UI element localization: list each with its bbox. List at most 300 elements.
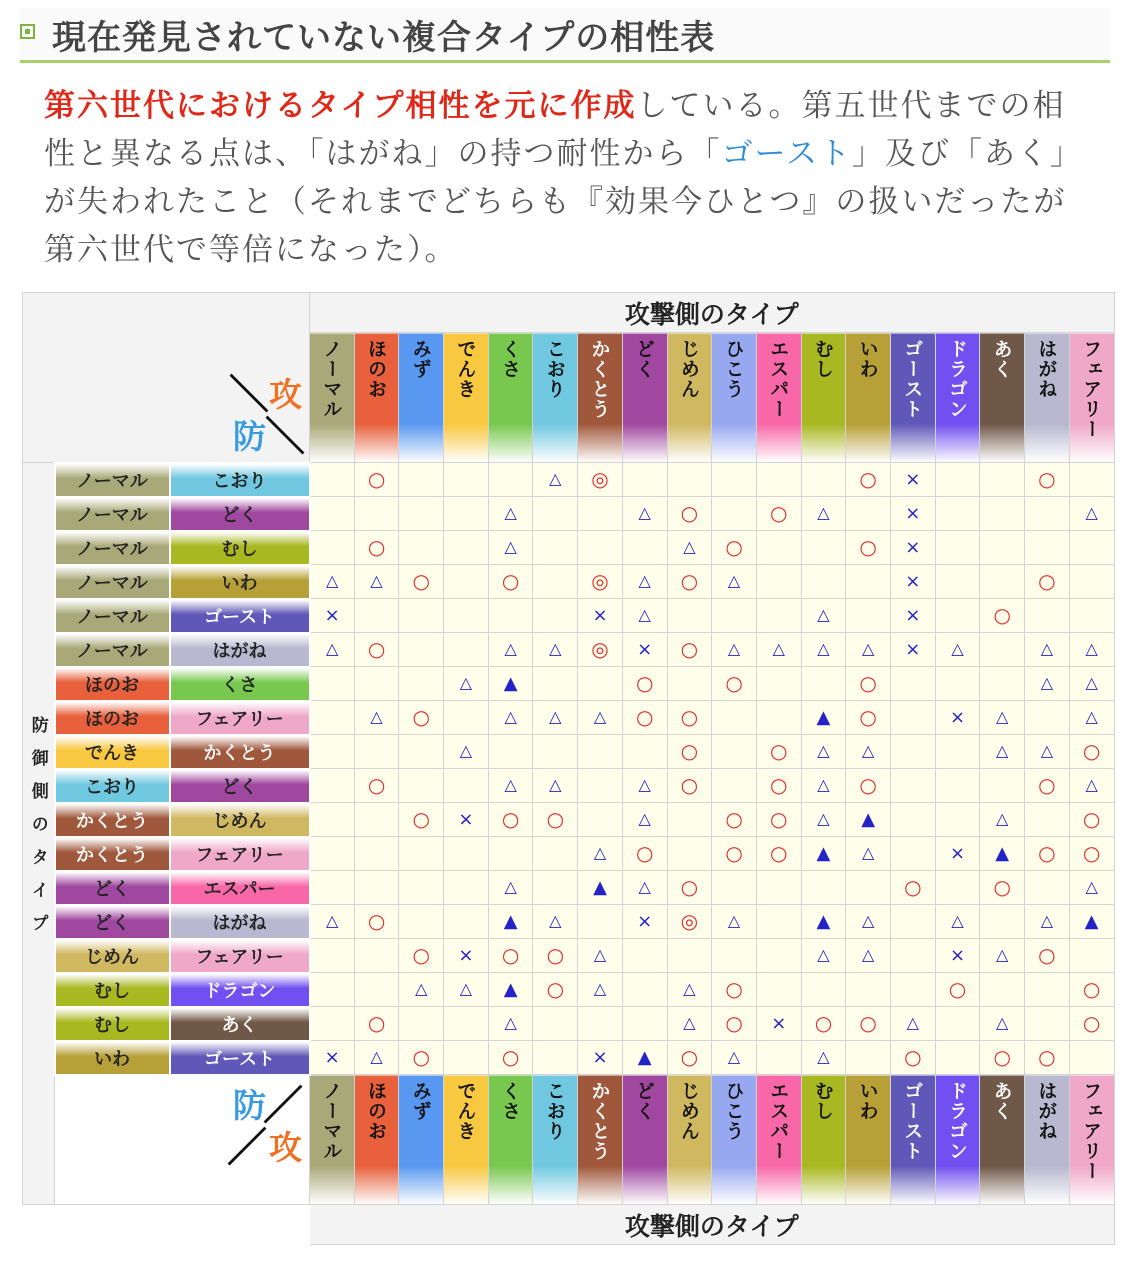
effect-cell (1025, 1007, 1070, 1041)
effect-mark: ○ (546, 807, 565, 831)
type-label: はがね (1035, 339, 1058, 399)
defense-type-2: いわ (170, 565, 310, 599)
effect-mark: △ (638, 605, 651, 624)
effect-mark: ○ (412, 943, 430, 967)
effect-cell (846, 973, 891, 1007)
effect-cell (846, 565, 891, 599)
effect-mark: × (637, 638, 653, 660)
effect-cell (488, 837, 533, 871)
defense-type-1: じめん (55, 939, 170, 973)
effect-cell (622, 939, 667, 973)
effect-cell (310, 939, 355, 973)
effect-cell (667, 633, 712, 667)
effect-cell (444, 769, 489, 803)
effect-cell (354, 565, 399, 599)
effect-mark: ○ (859, 705, 877, 729)
effect-cell (935, 769, 980, 803)
top-corner-upper (23, 293, 310, 333)
effect-cell (1025, 497, 1070, 531)
effect-cell (488, 701, 533, 735)
effect-cell (801, 837, 846, 871)
effect-cell (801, 565, 846, 599)
effect-mark: ○ (501, 807, 520, 831)
defense-type-1: むし (55, 973, 170, 1007)
effect-cell (1069, 769, 1114, 803)
effect-cell (801, 497, 846, 531)
effect-mark: △ (1085, 639, 1098, 658)
effect-mark: ▲ (503, 978, 518, 1000)
effect-cell (399, 497, 444, 531)
slash-mark: ＼ (229, 371, 269, 418)
effect-cell (310, 871, 355, 905)
effect-mark: ○ (725, 807, 743, 831)
effect-cell (533, 701, 578, 735)
effect-cell (488, 667, 533, 701)
effect-cell (712, 837, 757, 871)
effect-cell (1069, 735, 1114, 769)
effect-cell (399, 701, 444, 735)
effect-mark: △ (1085, 673, 1098, 692)
effect-mark: △ (370, 707, 383, 726)
effect-cell (667, 803, 712, 837)
effect-mark: ◎ (680, 909, 699, 933)
type-label: いわ (856, 1081, 879, 1121)
effect-cell (980, 701, 1025, 735)
effect-mark: ○ (635, 705, 654, 729)
defense-type-1: ノーマル (55, 599, 170, 633)
intro-paragraph (44, 82, 1084, 274)
effect-cell (488, 565, 533, 599)
defense-type-2: どく (170, 497, 310, 531)
effect-mark: △ (861, 911, 875, 930)
effect-cell (399, 667, 444, 701)
defense-type-2: フェアリー (170, 837, 310, 871)
effect-mark: △ (772, 639, 785, 658)
effect-cell (980, 667, 1025, 701)
effect-mark: × (324, 1046, 340, 1068)
effect-cell (444, 803, 489, 837)
effect-cell (756, 1007, 801, 1041)
top-type-7 (622, 333, 667, 463)
top-type-15 (980, 333, 1025, 463)
effect-cell (488, 599, 533, 633)
effect-mark: ○ (725, 977, 743, 1001)
effect-mark: △ (817, 1047, 830, 1066)
effect-cell (444, 837, 489, 871)
effect-cell (1025, 871, 1070, 905)
effect-mark: △ (370, 571, 383, 590)
effect-cell (1069, 463, 1114, 497)
effect-cell (444, 497, 489, 531)
defense-type-2: フェアリー (170, 701, 310, 735)
effect-cell (980, 769, 1025, 803)
effect-cell (1025, 769, 1070, 803)
effect-cell (890, 701, 935, 735)
bottom-type-3 (444, 1075, 489, 1205)
effect-cell (712, 1007, 757, 1041)
effect-cell (488, 769, 533, 803)
effect-cell (578, 667, 623, 701)
effect-mark: △ (727, 571, 741, 590)
effect-cell (488, 973, 533, 1007)
effect-mark: × (637, 910, 653, 932)
bottom-type-1 (354, 1075, 399, 1205)
effect-cell (399, 463, 444, 497)
effect-cell (444, 1041, 489, 1075)
top-type-9 (712, 333, 757, 463)
effect-mark: ◎ (591, 637, 609, 661)
effect-mark: ○ (725, 841, 743, 865)
effect-cell (1069, 497, 1114, 531)
effect-cell (890, 531, 935, 565)
effect-cell (801, 905, 846, 939)
effect-cell (310, 701, 355, 735)
effect-cell (890, 803, 935, 837)
effect-mark: × (905, 468, 921, 490)
defense-type-2: はがね (170, 905, 310, 939)
effect-cell (488, 463, 533, 497)
effect-mark: ○ (1082, 739, 1101, 763)
effect-cell (1025, 803, 1070, 837)
effect-mark: △ (996, 741, 1009, 760)
effect-mark: ○ (1038, 1045, 1056, 1069)
top-type-10 (756, 333, 801, 463)
top-type-6 (578, 333, 623, 463)
table-row (23, 905, 1115, 939)
effect-cell (1025, 973, 1070, 1007)
effect-cell (712, 667, 757, 701)
effect-cell (712, 531, 757, 565)
effect-cell (354, 973, 399, 1007)
effect-cell (890, 565, 935, 599)
effect-cell (354, 667, 399, 701)
effect-cell (801, 973, 846, 1007)
type-label: はがね (1035, 1081, 1058, 1141)
effect-cell (622, 463, 667, 497)
effect-cell (890, 769, 935, 803)
effect-mark: △ (817, 605, 830, 624)
effect-cell (1069, 1041, 1114, 1075)
effect-cell (712, 463, 757, 497)
type-label: でんき (454, 339, 477, 399)
effect-cell (488, 803, 533, 837)
effect-cell (578, 463, 623, 497)
effect-mark: × (905, 638, 921, 660)
defense-type-1: ノーマル (55, 531, 170, 565)
effect-mark: ▲ (816, 842, 831, 864)
effect-cell (1069, 871, 1114, 905)
top-type-3 (444, 333, 489, 463)
effect-mark: ▲ (816, 910, 831, 932)
effect-mark: △ (817, 741, 830, 760)
effect-cell (756, 497, 801, 531)
section-heading (20, 8, 1110, 63)
type-label: ひこう (722, 339, 745, 399)
attack-label: 攻 (269, 1127, 302, 1167)
attack-footer-title: 攻撃側のタイプ (310, 1205, 1114, 1245)
defense-header-text: 防御側のタイプ (27, 716, 48, 947)
effect-cell (310, 633, 355, 667)
effect-cell (890, 871, 935, 905)
effect-cell (1069, 973, 1114, 1007)
effect-mark: △ (1040, 673, 1054, 692)
effect-mark: ○ (904, 1045, 922, 1069)
defense-type-2: くさ (170, 667, 310, 701)
effect-mark: ○ (367, 773, 386, 797)
table-row (23, 1007, 1115, 1041)
defense-type-1: むし (55, 1007, 170, 1041)
effect-mark: ○ (680, 705, 699, 729)
effect-cell (846, 633, 891, 667)
effect-cell (935, 905, 980, 939)
effect-cell (935, 463, 980, 497)
effect-cell (399, 769, 444, 803)
top-corner (23, 333, 310, 463)
effect-cell (1069, 1007, 1114, 1041)
effect-cell (533, 803, 578, 837)
effect-cell (1025, 939, 1070, 973)
effect-cell (533, 1041, 578, 1075)
defense-type-1: ほのお (55, 667, 170, 701)
effect-cell (980, 1041, 1025, 1075)
type-label: かくとう (588, 339, 611, 419)
type-label: じめん (677, 1081, 700, 1141)
defense-type-1: ノーマル (55, 497, 170, 531)
type-label: フェアリー (1080, 339, 1103, 439)
effect-mark: △ (727, 639, 741, 658)
effect-cell (533, 497, 578, 531)
top-type-11 (801, 333, 846, 463)
effect-cell (399, 939, 444, 973)
effect-cell (712, 735, 757, 769)
effect-mark: × (592, 1046, 608, 1068)
effect-mark: ○ (635, 671, 654, 695)
effect-cell (667, 497, 712, 531)
effect-cell (667, 565, 712, 599)
intro-highlight: 第六世代におけるタイプ相性を元に作成 (44, 88, 637, 124)
effect-cell (846, 837, 891, 871)
effect-cell (846, 463, 891, 497)
effect-mark: ○ (770, 501, 788, 525)
type-label: みず (409, 339, 432, 379)
effect-mark: △ (1040, 741, 1054, 760)
bottom-type-8 (667, 1075, 712, 1205)
effect-cell (980, 905, 1025, 939)
effect-mark: △ (638, 775, 651, 794)
effect-mark: ○ (770, 739, 788, 763)
effect-cell (846, 531, 891, 565)
effect-mark: × (592, 604, 608, 626)
effect-cell (578, 803, 623, 837)
table-row (23, 871, 1115, 905)
effect-mark: △ (593, 945, 607, 964)
effect-cell (935, 701, 980, 735)
effect-cell (801, 803, 846, 837)
effect-mark: △ (459, 673, 473, 692)
effect-cell (890, 973, 935, 1007)
effect-mark: ○ (770, 807, 788, 831)
effect-cell (890, 667, 935, 701)
effect-cell (310, 973, 355, 1007)
effect-cell (712, 633, 757, 667)
effect-cell (890, 939, 935, 973)
effect-cell (310, 565, 355, 599)
effect-cell (578, 837, 623, 871)
top-type-8 (667, 333, 712, 463)
effect-mark: △ (593, 979, 607, 998)
type-label: ノーマル (320, 1081, 343, 1161)
effect-cell (712, 871, 757, 905)
effect-mark: △ (727, 911, 741, 930)
effect-mark: △ (459, 979, 473, 998)
effect-cell (890, 1041, 935, 1075)
effect-mark: △ (996, 707, 1009, 726)
effect-mark: × (949, 706, 966, 728)
effect-cell (1069, 531, 1114, 565)
effect-mark: × (458, 944, 474, 966)
effect-cell (667, 531, 712, 565)
effect-mark: △ (996, 1013, 1009, 1032)
defense-label: 防 (233, 1085, 266, 1125)
effect-mark: ○ (948, 977, 967, 1001)
table-row (23, 599, 1115, 633)
effect-cell (1025, 667, 1070, 701)
effect-mark: ○ (412, 569, 430, 593)
effect-cell (846, 1041, 891, 1075)
effect-cell (354, 939, 399, 973)
effect-cell (310, 837, 355, 871)
table-row (23, 939, 1115, 973)
effect-cell (935, 735, 980, 769)
effect-cell (354, 633, 399, 667)
effect-cell (622, 871, 667, 905)
effect-mark: ○ (859, 671, 877, 695)
effect-cell (801, 633, 846, 667)
effect-cell (667, 973, 712, 1007)
effect-mark: △ (727, 1047, 741, 1066)
effect-cell (935, 599, 980, 633)
effect-mark: △ (861, 843, 875, 862)
effect-cell (935, 803, 980, 837)
effect-cell (935, 871, 980, 905)
effect-cell (846, 871, 891, 905)
effect-mark: ○ (859, 773, 877, 797)
effect-cell (1025, 599, 1070, 633)
effect-cell (533, 565, 578, 599)
effect-cell (533, 905, 578, 939)
effect-mark: ○ (1082, 977, 1101, 1001)
effect-cell (801, 939, 846, 973)
effect-cell (846, 735, 891, 769)
type-label: あく (990, 1081, 1013, 1121)
effect-cell (444, 735, 489, 769)
effect-cell (756, 1041, 801, 1075)
defense-type-1: どく (55, 871, 170, 905)
effect-cell (1069, 701, 1114, 735)
effect-cell (444, 939, 489, 973)
effect-mark: ○ (412, 1045, 430, 1069)
effect-mark: △ (370, 1047, 383, 1066)
effect-cell (354, 905, 399, 939)
top-type-row (23, 333, 1115, 463)
effect-mark: ○ (546, 977, 565, 1001)
type-label: ノーマル (320, 339, 343, 419)
effect-cell (801, 599, 846, 633)
effect-cell (667, 769, 712, 803)
effect-cell (801, 667, 846, 701)
effect-mark: × (905, 570, 921, 592)
effect-mark: ○ (367, 467, 386, 491)
effect-mark: △ (638, 877, 651, 896)
defense-type-2: あく (170, 1007, 310, 1041)
effect-cell (399, 735, 444, 769)
top-type-14 (935, 333, 980, 463)
effect-cell (310, 1007, 355, 1041)
effect-mark: ▲ (861, 808, 876, 830)
effect-cell (488, 1007, 533, 1041)
effect-mark: ○ (546, 943, 565, 967)
effect-cell (622, 497, 667, 531)
effect-cell (444, 633, 489, 667)
effect-mark: × (324, 604, 340, 626)
effect-cell (578, 1041, 623, 1075)
effect-cell (622, 735, 667, 769)
effect-cell (667, 1007, 712, 1041)
effect-mark: △ (593, 707, 607, 726)
effect-cell (1069, 905, 1114, 939)
effect-cell (667, 871, 712, 905)
effect-mark: △ (638, 503, 651, 522)
table-row (23, 701, 1115, 735)
defense-type-2: エスパー (170, 871, 310, 905)
bottom-type-9 (712, 1075, 757, 1205)
effect-cell (712, 973, 757, 1007)
effect-mark: △ (951, 639, 964, 658)
effect-cell (980, 497, 1025, 531)
effect-mark: ◎ (591, 569, 609, 593)
effect-cell (578, 1007, 623, 1041)
effect-mark: △ (504, 503, 517, 522)
type-label: むし (811, 1081, 834, 1121)
table-row (23, 531, 1115, 565)
effect-mark: ○ (725, 1011, 743, 1035)
effect-cell (980, 837, 1025, 871)
effect-cell (444, 667, 489, 701)
effect-mark: △ (504, 639, 517, 658)
effect-mark: △ (504, 707, 517, 726)
bottom-type-15 (980, 1075, 1025, 1205)
effect-mark: ○ (1038, 467, 1056, 491)
effect-cell (712, 803, 757, 837)
effect-cell (980, 871, 1025, 905)
effect-mark: × (949, 842, 966, 864)
effect-cell (1069, 837, 1114, 871)
effect-mark: △ (1040, 639, 1054, 658)
effect-mark: ◎ (591, 467, 609, 491)
effect-cell (354, 803, 399, 837)
effect-cell (622, 905, 667, 939)
ghost-link[interactable]: ゴースト (721, 136, 852, 172)
effect-cell (354, 599, 399, 633)
effect-cell (444, 599, 489, 633)
effect-mark: × (905, 604, 921, 626)
bottom-type-12 (846, 1075, 891, 1205)
type-label: ひこう (722, 1081, 745, 1141)
effect-mark: △ (549, 707, 562, 726)
effect-cell (533, 633, 578, 667)
type-label: こおり (543, 1081, 566, 1141)
type-label: エスパー (767, 1081, 790, 1161)
